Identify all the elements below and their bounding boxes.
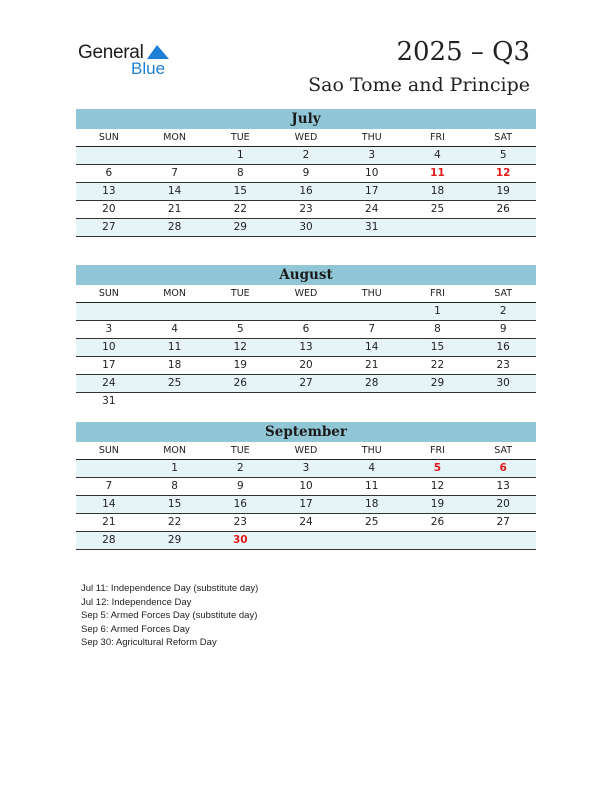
- date-cell: 18: [430, 185, 445, 197]
- date-cell: 20: [496, 498, 510, 510]
- week-row: [76, 478, 536, 496]
- date-cell: 23: [299, 203, 313, 215]
- week-row: [76, 183, 536, 201]
- date-cell: 10: [365, 167, 379, 179]
- holiday-date-cell: 12: [495, 167, 511, 179]
- holiday-note: Sep 30: Agricultural Reform Day: [81, 637, 217, 649]
- weekday-label: SAT: [494, 288, 513, 299]
- weekday-label: MON: [163, 288, 186, 299]
- date-cell: 29: [233, 221, 247, 233]
- date-cell: 21: [102, 516, 116, 528]
- date-cell: 26: [496, 203, 510, 215]
- date-cell: 25: [167, 377, 182, 389]
- week-row: [76, 339, 536, 357]
- date-cell: 6: [302, 323, 310, 335]
- holiday-note: Jul 12: Independence Day: [81, 596, 192, 608]
- empty-date-cell: [142, 393, 208, 410]
- date-cell: 14: [102, 498, 116, 510]
- date-cell: 8: [236, 167, 244, 179]
- date-cell: 10: [299, 480, 313, 492]
- month-title: August: [76, 265, 536, 285]
- date-cell: 4: [434, 149, 441, 161]
- date-cell: 2: [499, 305, 507, 317]
- holiday-note: Jul 11: Independence Day (substitute day): [81, 583, 259, 594]
- weekday-label: SAT: [494, 445, 513, 456]
- week-row: [76, 375, 536, 393]
- date-cell: 28: [167, 221, 182, 233]
- empty-date-cell: [470, 532, 536, 549]
- date-cell: 15: [430, 341, 445, 353]
- date-cell: 17: [299, 498, 313, 510]
- date-cell: 5: [236, 323, 244, 335]
- date-cell: 14: [167, 185, 182, 197]
- date-cell: 25: [430, 203, 445, 215]
- date-cell: 1: [434, 305, 441, 317]
- date-cell: 31: [102, 395, 116, 407]
- holiday-note: Sep 5: Armed Forces Day (substitute day): [81, 610, 258, 622]
- empty-date-cell: [339, 303, 405, 320]
- date-cell: 23: [496, 359, 510, 371]
- weekday-header-row: [76, 129, 536, 147]
- date-cell: 17: [365, 185, 379, 197]
- date-cell: 16: [496, 341, 510, 353]
- month-calendar-july: [76, 109, 536, 237]
- date-cell: 12: [233, 341, 247, 353]
- empty-date-cell: [273, 532, 339, 549]
- date-cell: 15: [167, 498, 182, 510]
- date-cell: 19: [233, 359, 247, 371]
- weekday-label: SAT: [494, 132, 513, 143]
- date-cell: 18: [365, 498, 379, 510]
- date-cell: 25: [365, 516, 379, 528]
- date-cell: 29: [167, 534, 182, 546]
- empty-date-cell: [76, 147, 142, 164]
- weekday-label: THU: [361, 132, 382, 143]
- date-cell: 13: [102, 185, 116, 197]
- week-row: [76, 219, 536, 237]
- weekday-label: FRI: [430, 445, 445, 456]
- date-cell: 23: [233, 516, 247, 528]
- empty-date-cell: [470, 393, 536, 410]
- date-cell: 13: [496, 480, 510, 492]
- empty-date-cell: [273, 303, 339, 320]
- date-cell: 18: [167, 359, 182, 371]
- empty-date-cell: [470, 219, 536, 236]
- date-cell: 2: [302, 149, 310, 161]
- date-cell: 1: [236, 149, 244, 161]
- date-cell: 21: [167, 203, 182, 215]
- date-cell: 11: [167, 341, 182, 353]
- date-cell: 9: [302, 167, 310, 179]
- empty-date-cell: [273, 393, 339, 410]
- holiday-date-cell: 30: [232, 534, 248, 546]
- weekday-label: FRI: [430, 132, 445, 143]
- week-row: [76, 514, 536, 532]
- weekday-header-row: [76, 285, 536, 303]
- date-cell: 28: [102, 534, 116, 546]
- empty-date-cell: [142, 147, 208, 164]
- weekday-label: MON: [163, 132, 186, 143]
- empty-date-cell: [142, 303, 208, 320]
- empty-date-cell: [405, 219, 471, 236]
- date-cell: 8: [171, 480, 178, 492]
- logo-word-general: General: [78, 42, 144, 63]
- empty-date-cell: [405, 532, 471, 549]
- date-cell: 8: [434, 323, 441, 335]
- date-cell: 3: [105, 323, 113, 335]
- date-cell: 5: [499, 149, 507, 161]
- weekday-label: WED: [294, 288, 318, 299]
- date-cell: 7: [171, 167, 178, 179]
- week-row: [76, 460, 536, 478]
- date-cell: 27: [299, 377, 313, 389]
- week-row: [76, 201, 536, 219]
- week-row: [76, 321, 536, 339]
- date-cell: 22: [430, 359, 445, 371]
- date-cell: 2: [236, 462, 244, 474]
- date-cell: 24: [365, 203, 379, 215]
- date-cell: 31: [365, 221, 379, 233]
- date-cell: 7: [368, 323, 376, 335]
- weekday-header-row: [76, 442, 536, 460]
- weekday-label: THU: [361, 288, 382, 299]
- empty-date-cell: [76, 460, 142, 477]
- weekday-label: SUN: [98, 445, 119, 456]
- date-cell: 27: [496, 516, 510, 528]
- date-cell: 22: [233, 203, 247, 215]
- week-row: [76, 393, 536, 410]
- week-row: [76, 532, 536, 550]
- date-cell: 12: [430, 480, 445, 492]
- country-name: Sao Tome and Principe: [308, 74, 530, 96]
- weekday-label: MON: [163, 445, 186, 456]
- month-calendar-september: [76, 422, 536, 550]
- page-title: 2025 – Q3: [396, 37, 530, 67]
- date-cell: 14: [365, 341, 379, 353]
- date-cell: 13: [299, 341, 313, 353]
- weekday-label: THU: [361, 445, 382, 456]
- date-cell: 16: [233, 498, 247, 510]
- date-cell: 17: [102, 359, 116, 371]
- holiday-note: Sep 6: Armed Forces Day: [81, 623, 190, 635]
- weekday-label: SUN: [98, 288, 119, 299]
- weekday-label: WED: [294, 445, 318, 456]
- date-cell: 6: [105, 167, 113, 179]
- weekday-label: TUE: [230, 288, 250, 299]
- date-cell: 26: [430, 516, 445, 528]
- weekday-label: TUE: [230, 445, 250, 456]
- weekday-label: SUN: [98, 132, 119, 143]
- date-cell: 3: [302, 462, 310, 474]
- date-cell: 9: [236, 480, 244, 492]
- logo-triangle-icon: [147, 45, 169, 59]
- date-cell: 11: [365, 480, 379, 492]
- date-cell: 27: [102, 221, 116, 233]
- date-cell: 29: [430, 377, 445, 389]
- date-cell: 9: [499, 323, 507, 335]
- date-cell: 16: [299, 185, 313, 197]
- weekday-label: FRI: [430, 288, 445, 299]
- date-cell: 24: [299, 516, 313, 528]
- empty-date-cell: [339, 532, 405, 549]
- date-cell: 15: [233, 185, 247, 197]
- week-row: [76, 165, 536, 183]
- date-cell: 24: [102, 377, 116, 389]
- week-row: [76, 147, 536, 165]
- holiday-notes: [81, 582, 258, 650]
- date-cell: 4: [368, 462, 376, 474]
- month-title: September: [76, 422, 536, 442]
- empty-date-cell: [405, 393, 471, 410]
- date-cell: 20: [102, 203, 116, 215]
- weekday-label: WED: [294, 132, 318, 143]
- date-cell: 10: [102, 341, 116, 353]
- date-cell: 19: [496, 185, 510, 197]
- week-row: [76, 496, 536, 514]
- date-cell: 21: [365, 359, 379, 371]
- date-cell: 4: [171, 323, 178, 335]
- weekday-label: TUE: [230, 132, 250, 143]
- date-cell: 30: [496, 377, 510, 389]
- empty-date-cell: [339, 393, 405, 410]
- week-row: [76, 357, 536, 375]
- empty-date-cell: [207, 393, 273, 410]
- date-cell: 19: [430, 498, 445, 510]
- empty-date-cell: [76, 303, 142, 320]
- month-title: July: [76, 109, 536, 129]
- date-cell: 30: [299, 221, 313, 233]
- empty-date-cell: [207, 303, 273, 320]
- date-cell: 20: [299, 359, 313, 371]
- date-cell: 28: [365, 377, 379, 389]
- holiday-date-cell: 5: [433, 462, 442, 474]
- date-cell: 22: [167, 516, 182, 528]
- logo-word-blue: Blue: [131, 59, 166, 78]
- date-cell: 1: [171, 462, 178, 474]
- holiday-date-cell: 6: [499, 462, 507, 474]
- date-cell: 3: [368, 149, 376, 161]
- week-row: [76, 303, 536, 321]
- month-calendar-august: [76, 265, 536, 410]
- holiday-date-cell: 11: [430, 167, 445, 179]
- date-cell: 26: [233, 377, 247, 389]
- generalblue-logo: [78, 42, 178, 82]
- date-cell: 7: [105, 480, 113, 492]
